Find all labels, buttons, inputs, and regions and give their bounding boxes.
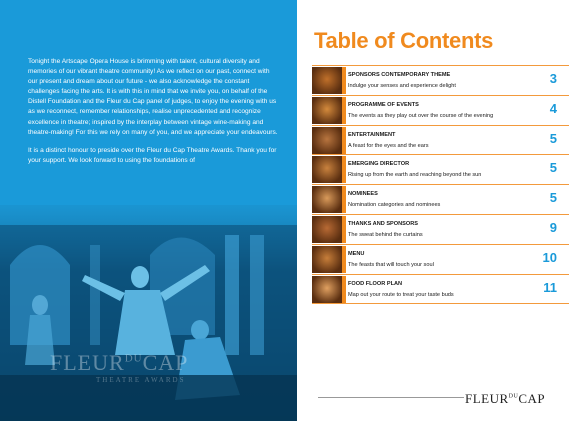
toc-row[interactable] — [312, 65, 569, 96]
portrait-thumbnail — [312, 156, 342, 183]
toc-heading: NOMINEES — [348, 191, 378, 198]
accent-stripe — [342, 276, 346, 303]
accent-stripe — [342, 67, 346, 94]
theatre-photo — [0, 205, 297, 421]
toc-row[interactable] — [312, 275, 569, 305]
fleur-du-cap-logo — [465, 391, 545, 407]
toc-row[interactable] — [312, 155, 569, 185]
portrait-thumbnail — [312, 97, 342, 124]
accent-stripe — [342, 97, 346, 124]
portrait-thumbnail — [312, 127, 342, 154]
toc-page-number: 3 — [549, 71, 557, 86]
toc-description: Rising up from the earth and reaching beyond the sun — [348, 172, 482, 179]
toc-row[interactable] — [312, 245, 569, 275]
accent-stripe — [342, 156, 346, 183]
toc-description: The sweat behind the curtains — [348, 231, 423, 238]
accent-stripe — [342, 246, 346, 273]
toc-description: The feasts that will touch your soul — [348, 261, 434, 268]
accent-stripe — [342, 186, 346, 213]
toc-heading: PROGRAMME OF EVENTS — [348, 101, 419, 108]
toc-title: Table of Contents — [314, 28, 494, 53]
toc-page-number: 11 — [543, 279, 557, 295]
logo-left-du: DU — [124, 352, 143, 365]
footer-divider — [318, 397, 464, 398]
intro-paragraph-1: Tonight the Artscape Opera House is brimming with talent, cultural diversity and memories of our vibrant theatre community! As we reflect on our past, connect with our present and dream about our future - we also acknowledge the constant challenges facing the arts. It is with this in mind that we invite you, on behalf of the Distell Foundation and the Fleur du Cap panel of judges, to enjoy the evening with us as we reconnect, remember relationships, realise unprecedented and recognize excellence in theatre; inspired by the interplay between vintage wine-making and theatre-making! For this we rely on many of you, and we appreciate your endeavours. — [28, 58, 278, 136]
toc-heading: FOOD FLOOR PLAN — [348, 280, 403, 287]
toc-description: Indulge your senses and experience delight — [348, 83, 456, 89]
toc-page-number: 9 — [549, 219, 557, 235]
portrait-thumbnail — [312, 186, 342, 213]
fleur-du-cap-logo-watermark — [50, 350, 188, 376]
portrait-thumbnail — [312, 67, 342, 94]
toc-row[interactable] — [312, 96, 569, 126]
toc-page-number: 10 — [542, 249, 557, 265]
intro-text — [28, 57, 280, 174]
toc-row[interactable] — [312, 126, 569, 156]
logo-left-main: FLEUR — [50, 350, 125, 375]
logo-left-subtitle: THEATRE AWARDS — [96, 376, 186, 384]
toc-heading: EMERGING DIRECTOR — [348, 161, 410, 168]
toc-page-number: 5 — [549, 130, 557, 146]
toc-page-number: 5 — [549, 160, 557, 176]
logo-left-end: CAP — [142, 350, 189, 375]
toc-page-number: 4 — [549, 100, 557, 116]
toc-page-number: 5 — [549, 190, 557, 206]
toc-heading: MENU — [348, 250, 365, 257]
toc-heading: ENTERTAINMENT — [348, 131, 396, 138]
portrait-thumbnail — [312, 216, 342, 243]
toc-row[interactable] — [312, 185, 569, 215]
toc-heading: SPONSORS CONTEMPORARY THEME — [348, 72, 451, 78]
toc-row[interactable] — [312, 215, 569, 245]
logo-right-end: CAP — [518, 391, 546, 406]
accent-stripe — [342, 216, 346, 243]
toc-description: Map out your route to treat your taste buds — [348, 291, 454, 298]
toc-description: A feast for the eyes and the ears — [348, 142, 429, 149]
toc-description: The events as they play out over the course of the evening — [348, 112, 494, 119]
portrait-thumbnail — [312, 276, 342, 303]
table-of-contents — [312, 65, 569, 304]
portrait-thumbnail — [312, 246, 342, 273]
logo-right-main: FLEUR — [465, 391, 509, 406]
intro-paragraph-2: It is a distinct honour to preside over the Fleur du Cap Theatre Awards. Thank you for your support. We look forward to using the foundations of — [28, 146, 277, 164]
accent-stripe — [342, 127, 346, 154]
toc-description: Nomination categories and nominees — [348, 202, 441, 209]
logo-right-du: DU — [508, 393, 519, 400]
toc-heading: THANKS AND SPONSORS — [348, 220, 419, 227]
